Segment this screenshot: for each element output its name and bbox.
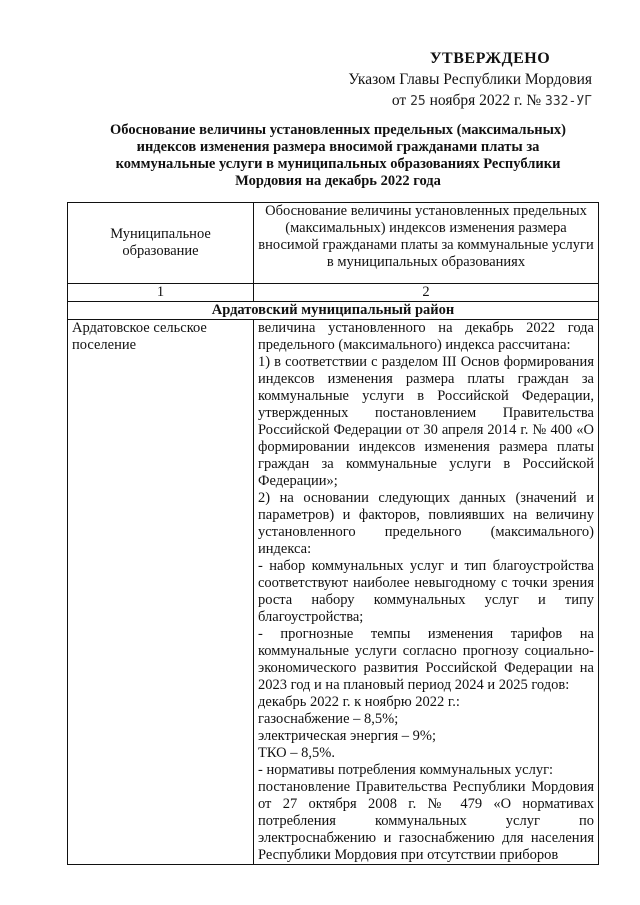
settlement-name: Ардатовское сельское поселение [68, 320, 254, 865]
paragraph: ТКО – 8,5%. [258, 745, 335, 761]
justification-text [254, 320, 599, 865]
paragraph: 1) в соответствии с разделом III Основ формирования индексов изменения размера платы граждан за коммунальные услуги в Российской Федерации, утвержденных постановлением Правительства Российской Федерации от 30 апреля 2014 г. № 400 «О формировании индексов изменения размера платы граждан за коммунальные услуги в Российской Федерации»; [258, 354, 594, 489]
col2-number: 2 [254, 284, 599, 302]
col1-header: Муниципальное образование [68, 203, 254, 284]
approval-heading: УТВЕРЖДЕНО [429, 50, 551, 67]
date-prefix: от [391, 92, 407, 109]
date-day: 25 [410, 94, 426, 109]
paragraph: электрическая энергия – 9%; [258, 728, 436, 744]
document-title: Обоснование величины установленных предельных (максимальных) индексов изменения размера вносимой гражданами платы за коммунальные услуги в муниципальных образованиях Республики Мордовия на декабрь 2022 года [110, 122, 566, 189]
paragraph: постановление Правительства Республики Мордовия от 27 октября 2008 г. № 479 «О нормативах потребления коммунальных услуг по электроснабжению и газоснабжению для населения Республики Мордовия при отсутствии приборов [258, 779, 594, 863]
approval-date-line [340, 90, 610, 112]
justification-table [67, 202, 599, 865]
paragraph: 2) на основании следующих данных (значений и параметров) и факторов, повлиявших на величину установленного предельного (максимального) индекса: [258, 490, 594, 557]
paragraph: величина установленного на декабрь 2022 года предельного (максимального) индекса рассчитана: [258, 320, 594, 353]
approval-decree-line: Указом Главы Республики Мордовия [348, 71, 592, 88]
table-header-row [68, 203, 599, 284]
paragraph: - набор коммунальных услуг и тип благоустройства соответствуют наиболее невыгодному с точки зрения роста набору коммунальных услуг и типу благоустройства; [258, 558, 594, 625]
paragraph: - прогнозные темпы изменения тарифов на коммунальные услуги согласно прогнозу социально-экономического развития Российской Федерации на 2023 год и на плановый период 2024 и 2025 годов: [258, 626, 594, 693]
decree-number: 332-УГ [545, 94, 592, 109]
col2-header: Обоснование величины установленных предельных (максимальных) индексов изменения размера вносимой гражданами платы за коммунальные услуги в муниципальных образованиях [254, 203, 599, 284]
table-row [68, 320, 599, 865]
date-rest: ноября 2022 г. № [429, 92, 542, 109]
region-name: Ардатовский муниципальный район [68, 302, 599, 320]
col1-number: 1 [68, 284, 254, 302]
region-row [68, 302, 599, 320]
paragraph: декабрь 2022 г. к ноябрю 2022 г.: [258, 694, 460, 710]
paragraph: газоснабжение – 8,5%; [258, 711, 399, 727]
paragraph: - нормативы потребления коммунальных услуг: [258, 762, 554, 778]
table-number-row [68, 284, 599, 302]
approval-stamp [340, 48, 610, 112]
